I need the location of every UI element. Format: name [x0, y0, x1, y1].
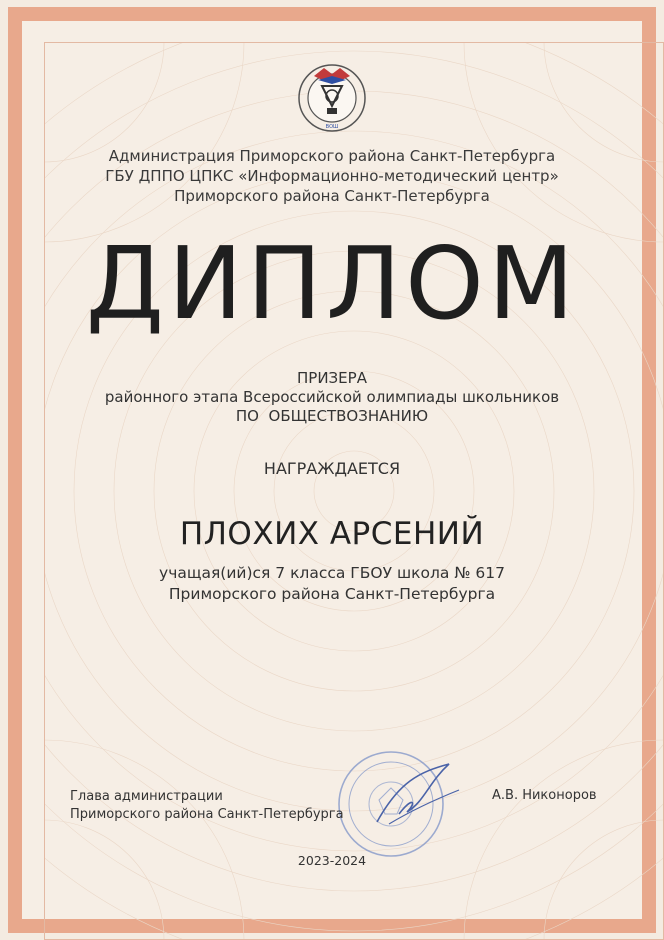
- award-subject: ПО ОБЩЕСТВОЗНАНИЮ: [235, 407, 429, 425]
- award-rank: ПРИЗЕРА: [297, 369, 367, 387]
- award-block: [0, 369, 664, 426]
- organization-line-2: ГБУ ДППО ЦПКС «Информационно-методический центр»: [105, 167, 559, 185]
- recipient-name: ПЛОХИХ АРСЕНИЙ: [179, 516, 485, 552]
- organization-line-3: Приморского района Санкт-Петербурга: [174, 187, 490, 205]
- signatory-position-line-2: Приморского района Санкт-Петербурга: [70, 807, 344, 822]
- signatory-position: [70, 788, 344, 824]
- award-stage: районного этапа Всероссийской олимпиады школьников: [104, 388, 560, 406]
- organization-block: [0, 146, 664, 206]
- organization-line-1: Администрация Приморского района Санкт-Петербурга: [108, 147, 556, 165]
- school-line-2: Приморского района Санкт-Петербурга: [168, 585, 496, 603]
- signatory-position-line-1: Глава администрации: [70, 789, 223, 804]
- signatory-name: А.В. Никоноров: [492, 788, 597, 803]
- olympiad-logo-icon: [294, 58, 370, 134]
- school-line-1: учащая(ий)ся 7 класса ГБОУ школа № 617: [159, 564, 505, 582]
- academic-year: 2023-2024: [297, 853, 367, 868]
- recipient-school: [0, 563, 664, 605]
- diploma-title: ДИПЛОМ: [85, 225, 579, 342]
- awarded-label: НАГРАЖДАЕТСЯ: [263, 459, 401, 478]
- official-stamp-icon: [329, 742, 469, 862]
- svg-text:ВОШ: ВОШ: [325, 124, 339, 130]
